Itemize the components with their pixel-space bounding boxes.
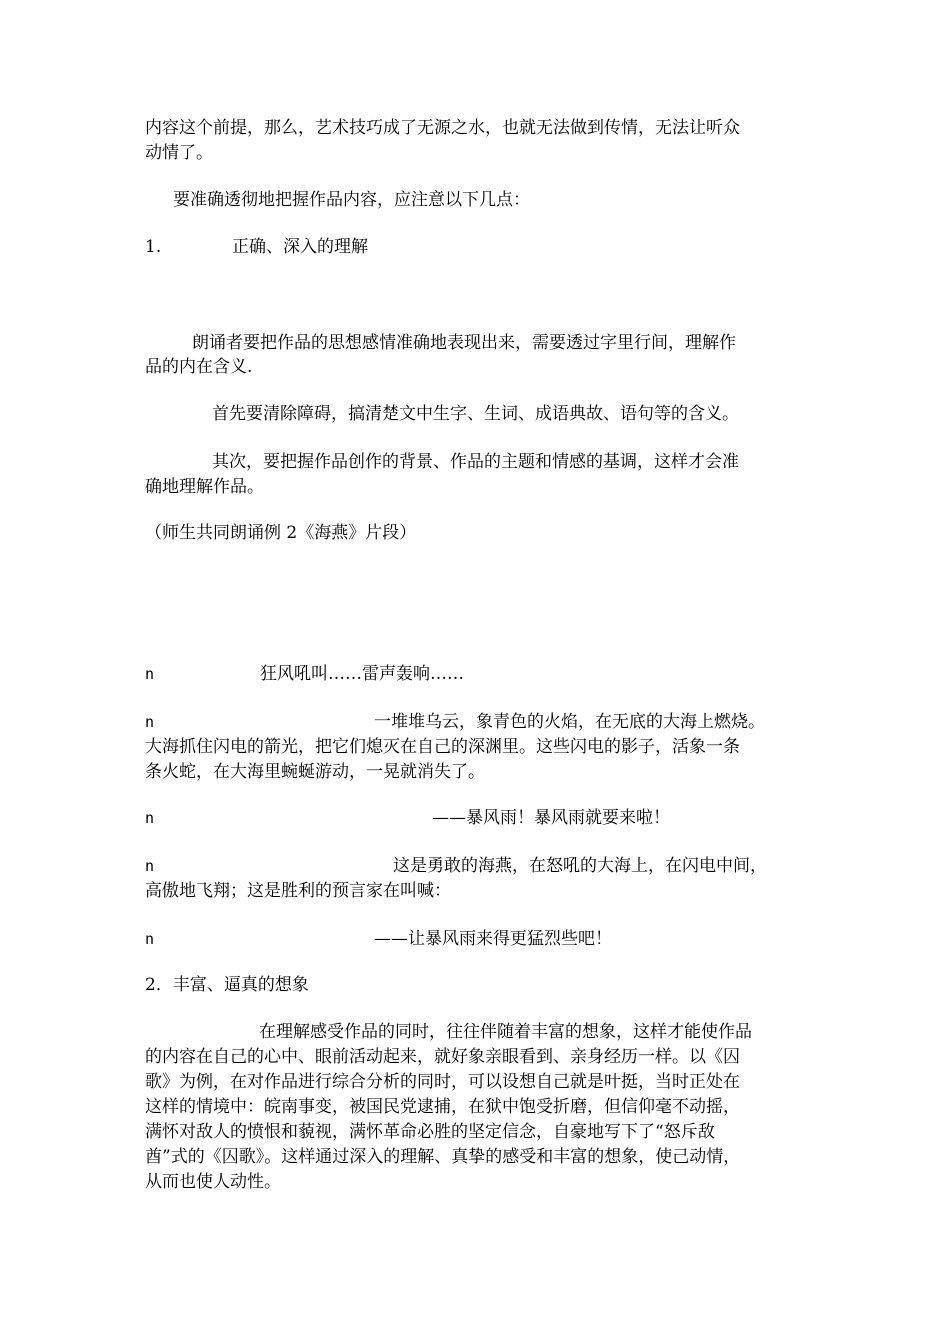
paragraph-line: 从而也使人动性。: [145, 1172, 281, 1192]
paragraph-line: 内容这个前提，那么，艺术技巧成了无源之水，也就无法做到传情，无法让听众: [145, 118, 740, 138]
paragraph-line: 在理解感受作品的同时，往往伴随着丰富的想象，这样才能使作品: [259, 1022, 752, 1042]
paragraph-intro: 要准确透彻地把握作品内容，应注意以下几点：: [173, 190, 530, 210]
paragraph-line: 这样的情境中：皖南事变，被国民党逮捕，在狱中饱受折磨，但信仰毫不动摇，: [145, 1097, 740, 1117]
bullet-marker: n: [145, 713, 155, 731]
bullet-text: 这是勇敢的海燕，在怒吼的大海上，在闪电中间，: [393, 856, 767, 876]
heading-1-number: 1.: [145, 237, 162, 257]
paragraph-line: 歌》为例，在对作品进行综合分析的同时，可以设想自己就是叶挺，当时正处在: [145, 1072, 740, 1092]
bullet-text: 一堆堆乌云，象青色的火焰，在无底的大海上燃烧。: [374, 712, 765, 732]
heading-1-title: 正确、深入的理解: [232, 237, 368, 257]
bullet-text: 大海抓住闪电的箭光，把它们熄灭在自己的深渊里。这些闪电的影子，活象一条: [145, 737, 740, 757]
bullet-marker: n: [145, 930, 155, 948]
paragraph-line: 的内容在自己的心中、眼前活动起来，就好象亲眼看到、亲身经历一样。以《囚: [145, 1047, 740, 1067]
bullet-marker: n: [145, 665, 155, 683]
paragraph-line: 朗诵者要把作品的思想感情准确地表现出来，需要透过字里行间，理解作: [192, 333, 736, 353]
paragraph-line: 品的内在含义.: [145, 357, 253, 377]
bullet-text: 狂风吼叫……雷声轰响……: [260, 664, 464, 684]
bullet-marker: n: [145, 809, 155, 827]
paragraph-line: 满怀对敌人的愤恨和藐视，满怀革命必胜的坚定信念，自豪地写下了“怒斥敌: [145, 1122, 715, 1142]
heading-2-title: 2．丰富、逼真的想象: [145, 975, 309, 995]
paragraph-line: 确地理解作品。: [145, 477, 264, 497]
bullet-text: ——暴风雨！暴风雨就要来啦！: [432, 808, 670, 828]
paragraph-line: 其次，要把握作品创作的背景、作品的主题和情感的基调，这样才会准: [212, 452, 739, 472]
paragraph-line: 动情了。: [145, 143, 213, 163]
paragraph-line: 酋”式的《囚歌》。这样通过深入的理解、真挚的感受和丰富的想象，使己动情，: [145, 1147, 741, 1167]
bullet-text: 条火蛇，在大海里蜿蜒游动，一晃就消失了。: [145, 762, 485, 782]
bullet-text: 高傲地飞翔；这是胜利的预言家在叫喊：: [145, 881, 451, 901]
bullet-marker: n: [145, 857, 155, 875]
paragraph-line: 首先要清除障碍，搞清楚文中生字、生词、成语典故、语句等的含义。: [212, 404, 739, 424]
bullet-text: ——让暴风雨来得更猛烈些吧！: [374, 929, 612, 949]
example-caption: （师生共同朗诵例 2《海燕》片段）: [145, 523, 417, 543]
